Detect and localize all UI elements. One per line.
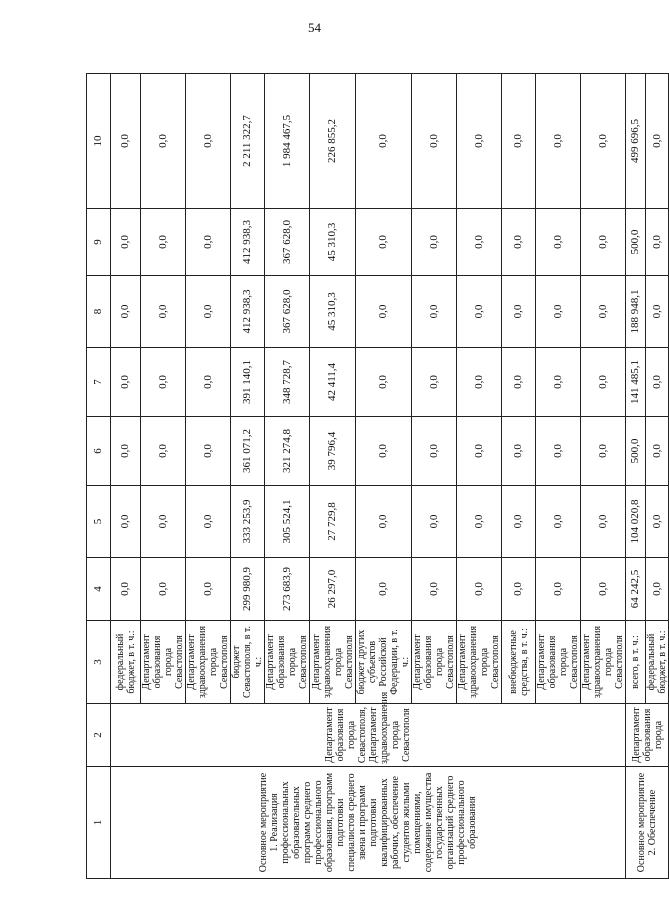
value-cell: 0,0 [356, 276, 412, 348]
value-cell: 0,0 [581, 486, 626, 558]
value-cell: 0,0 [536, 74, 581, 209]
value-cell: 0,0 [111, 558, 141, 621]
header-cell: 3 [87, 621, 111, 704]
value-cell: 0,0 [457, 486, 502, 558]
funding-source: федеральный бюджет, в т. ч.: [646, 621, 669, 704]
value-cell: 0,0 [457, 276, 502, 348]
funding-source: внебюджетные средства, в т. ч.: [502, 621, 536, 704]
funding-source: бюджет Севастополя, в т. ч.: [231, 621, 265, 704]
value-cell: 0,0 [186, 209, 231, 276]
funding-source: всего, в т. ч.: [626, 621, 646, 704]
value-cell: 0,0 [412, 558, 457, 621]
value-cell: 0,0 [646, 486, 669, 558]
value-cell: 0,0 [186, 74, 231, 209]
value-cell: 0,0 [111, 276, 141, 348]
header-cell: 9 [87, 209, 111, 276]
value-cell: 0,0 [186, 486, 231, 558]
measure-title: Основное мероприятие 2. Обеспечение [626, 767, 669, 879]
funding-source: Департамент образования города Севастополя [412, 621, 457, 704]
value-cell: 1 984 467,5 [265, 74, 310, 209]
value-cell: 0,0 [581, 558, 626, 621]
value-cell: 188 948,1 [626, 276, 646, 348]
value-cell: 0,0 [356, 209, 412, 276]
value-cell: 299 980,9 [231, 558, 265, 621]
value-cell: 42 411,4 [310, 348, 356, 417]
table-body [87, 74, 669, 879]
value-cell: 0,0 [457, 417, 502, 486]
value-cell: 0,0 [646, 276, 669, 348]
value-cell: 0,0 [141, 348, 186, 417]
value-cell: 273 683,9 [265, 558, 310, 621]
value-cell: 0,0 [502, 558, 536, 621]
funding-source: Департамент здравоохранения города Севастополя [186, 621, 231, 704]
header-row [87, 74, 111, 879]
value-cell: 0,0 [536, 209, 581, 276]
value-cell: 0,0 [457, 558, 502, 621]
measure-title: Основное мероприятие 1. Реализация профессиональных образовательных программ среднего профессионального образования, программ подготовки специалистов среднего звена и программ подготовки квалифицированных рабочих, обеспечение студентов жилыми помещениями, содержание имущества государственных организаций среднего профессионального образования [111, 767, 626, 879]
value-cell: 26 297,0 [310, 558, 356, 621]
value-cell: 0,0 [186, 276, 231, 348]
value-cell: 0,0 [141, 417, 186, 486]
value-cell: 412 938,3 [231, 209, 265, 276]
value-cell: 0,0 [581, 74, 626, 209]
page-number: 54 [308, 20, 321, 35]
funding-source: Департамент здравоохранения города Севастополя [310, 621, 356, 704]
value-cell: 45 310,3 [310, 276, 356, 348]
value-cell: 0,0 [581, 276, 626, 348]
value-cell: 226 855,2 [310, 74, 356, 209]
value-cell: 0,0 [111, 74, 141, 209]
header-cell: 5 [87, 486, 111, 558]
value-cell: 39 796,4 [310, 417, 356, 486]
value-cell: 348 728,7 [265, 348, 310, 417]
value-cell: 0,0 [457, 348, 502, 417]
value-cell: 0,0 [141, 276, 186, 348]
funding-source: Департамент образования города Севастополя [265, 621, 310, 704]
funding-source: Департамент здравоохранения города Севастополя [581, 621, 626, 704]
value-cell: 0,0 [412, 276, 457, 348]
value-cell: 0,0 [646, 74, 669, 209]
value-cell: 500,0 [626, 417, 646, 486]
value-cell: 0,0 [141, 74, 186, 209]
header-cell: 2 [87, 704, 111, 767]
value-cell: 0,0 [581, 209, 626, 276]
value-cell: 0,0 [536, 486, 581, 558]
value-cell: 104 020,8 [626, 486, 646, 558]
value-cell: 0,0 [111, 486, 141, 558]
table-row [111, 74, 141, 879]
value-cell: 305 524,1 [265, 486, 310, 558]
value-cell: 0,0 [111, 209, 141, 276]
value-cell: 0,0 [356, 558, 412, 621]
value-cell: 0,0 [646, 417, 669, 486]
value-cell: 0,0 [581, 348, 626, 417]
funding-source: бюджет других субъектов Российской Федерации, в т. ч.: [356, 621, 412, 704]
value-cell: 0,0 [186, 348, 231, 417]
value-cell: 0,0 [536, 417, 581, 486]
value-cell: 27 729,8 [310, 486, 356, 558]
value-cell: 0,0 [646, 209, 669, 276]
funding-source: федеральный бюджет, в т. ч.: [111, 621, 141, 704]
value-cell: 333 253,9 [231, 486, 265, 558]
measure-executors: Департамент образования города [626, 704, 669, 767]
table-row [626, 74, 646, 879]
value-cell: 500,0 [626, 209, 646, 276]
funding-source: Департамент образования города Севастополя [536, 621, 581, 704]
value-cell: 0,0 [502, 74, 536, 209]
value-cell: 0,0 [502, 348, 536, 417]
value-cell: 0,0 [536, 276, 581, 348]
value-cell: 0,0 [536, 558, 581, 621]
value-cell: 0,0 [356, 417, 412, 486]
value-cell: 0,0 [186, 558, 231, 621]
value-cell: 412 938,3 [231, 276, 265, 348]
value-cell: 2 211 322,7 [231, 74, 265, 209]
value-cell: 0,0 [502, 209, 536, 276]
value-cell: 64 242,5 [626, 558, 646, 621]
value-cell: 0,0 [111, 417, 141, 486]
value-cell: 0,0 [502, 417, 536, 486]
value-cell: 0,0 [356, 74, 412, 209]
value-cell: 0,0 [457, 74, 502, 209]
value-cell: 0,0 [412, 417, 457, 486]
value-cell: 0,0 [502, 276, 536, 348]
value-cell: 0,0 [186, 417, 231, 486]
value-cell: 391 140,1 [231, 348, 265, 417]
funding-source: Департамент образования города Севастополя [141, 621, 186, 704]
header-cell: 7 [87, 348, 111, 417]
measure-executors: Департамент образования города Севастополя, Департамент здравоохранения города Севастополя [111, 704, 626, 767]
header-cell: 8 [87, 276, 111, 348]
value-cell: 0,0 [141, 486, 186, 558]
value-cell: 0,0 [412, 74, 457, 209]
value-cell: 0,0 [111, 348, 141, 417]
header-cell: 1 [87, 767, 111, 879]
header-cell: 10 [87, 74, 111, 209]
header-cell: 6 [87, 417, 111, 486]
value-cell: 0,0 [536, 348, 581, 417]
value-cell: 0,0 [412, 486, 457, 558]
value-cell: 45 310,3 [310, 209, 356, 276]
value-cell: 0,0 [502, 486, 536, 558]
value-cell: 367 628,0 [265, 209, 310, 276]
value-cell: 0,0 [646, 558, 669, 621]
value-cell: 0,0 [356, 486, 412, 558]
budget-table [86, 73, 669, 879]
value-cell: 367 628,0 [265, 276, 310, 348]
value-cell: 141 485,1 [626, 348, 646, 417]
value-cell: 0,0 [412, 348, 457, 417]
value-cell: 321 274,8 [265, 417, 310, 486]
value-cell: 0,0 [141, 209, 186, 276]
value-cell: 0,0 [356, 348, 412, 417]
header-cell: 4 [87, 558, 111, 621]
value-cell: 499 696,5 [626, 74, 646, 209]
value-cell: 361 071,2 [231, 417, 265, 486]
value-cell: 0,0 [646, 348, 669, 417]
value-cell: 0,0 [141, 558, 186, 621]
rotated-table-container [86, 74, 668, 879]
funding-source: Департамент здравоохранения города Севастополя [457, 621, 502, 704]
value-cell: 0,0 [581, 417, 626, 486]
value-cell: 0,0 [457, 209, 502, 276]
value-cell: 0,0 [412, 209, 457, 276]
